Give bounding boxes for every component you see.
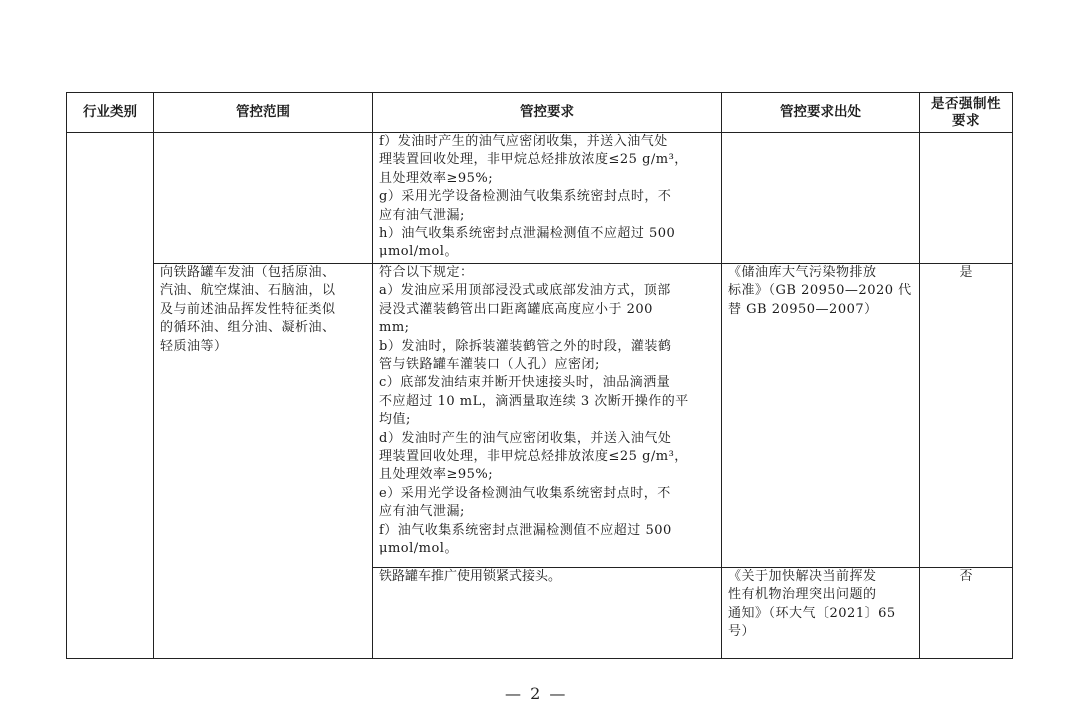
requirement-line: f）发油时产生的油气应密闭收集，并送入油气处 [379,134,668,149]
source-cell [722,568,920,659]
requirement-line: 且处理效率≥95%; [379,467,494,483]
requirement-line: 理装置回收处理，非甲烷总烃排放浓度≤25 g/m³， [379,152,688,168]
source-line: 《关于加快解决当前挥发 [728,569,877,584]
requirement-line: μmol/mol。 [379,541,458,557]
requirement-line: mm; [379,320,410,336]
requirement-line: f）油气收集系统密封点泄漏检测值不应超过 500 [379,522,672,538]
requirement-line: b）发油时，除拆装灌装鹤管之外的时段，灌装鹤 [379,338,672,354]
requirement-cell: 铁路罐车推广使用锁紧式接头。 [373,568,722,659]
requirement-line: e）采用光学设备检测油气收集系统密封点时，不 [379,485,671,501]
mandatory-cell: 是 [920,264,1013,568]
table-header-row [67,93,1013,133]
requirement-cell [373,133,722,264]
requirement-line: d）发油时产生的油气应密闭收集，并送入油气处 [379,430,672,446]
requirement-line: c）底部发油结束并断开快速接头时，油品滴洒量 [379,375,671,391]
header-industry-category: 行业类别 [67,93,154,133]
source-line: 《储油库大气污染物排放 [728,265,877,280]
header-mandatory-line1: 是否强制性 [931,95,1001,112]
requirement-line: h）油气收集系统密封点泄漏检测值不应超过 500 [379,226,676,242]
scope-line: 汽油、航空煤油、石脑油，以 [160,283,336,299]
requirement-cell [373,264,722,568]
header-mandatory [920,93,1013,133]
source-cell-empty [722,133,920,264]
requirement-line: g）采用光学设备检测油气收集系统密封点时，不 [379,189,672,205]
scope-line: 轻质油等） [160,338,228,354]
scope-line: 的循环油、组分油、凝析油、 [160,320,336,336]
header-requirement-source: 管控要求出处 [722,93,920,133]
mandatory-cell-empty [920,133,1013,264]
table-row [67,264,1013,568]
requirement-line: 不应超过 10 mL，滴洒量取连续 3 次断开操作的平 [379,393,689,409]
source-line: 性有机物治理突出问题的 [728,587,877,603]
header-mandatory-line2: 要求 [952,112,980,129]
source-cell [722,264,920,568]
mandatory-cell: 否 [920,568,1013,659]
requirement-line: 管与铁路罐车灌装口（人孔）应密闭; [379,357,600,373]
scope-line: 向铁路罐车发油（包括原油、 [160,265,336,280]
table-row [67,133,1013,264]
source-line: 替 GB 20950—2007） [728,301,878,317]
requirement-line: 且处理效率≥95%; [379,170,494,186]
requirement-line: 浸没式灌装鹤管出口距离罐底高度应小于 200 [379,301,653,317]
requirement-line: μmol/mol。 [379,244,458,260]
requirement-line: 理装置回收处理，非甲烷总烃排放浓度≤25 g/m³， [379,449,688,465]
industry-category-cell [67,133,154,659]
scope-line: 及与前述油品挥发性特征类似 [160,301,336,317]
header-control-requirement: 管控要求 [373,93,722,133]
scope-cell-empty [154,133,373,264]
requirement-line: 应有油气泄漏; [379,504,465,520]
requirement-line: 符合以下规定： [379,265,474,280]
source-line: 号） [728,624,756,640]
header-control-scope: 管控范围 [154,93,373,133]
requirement-line: 均值; [379,412,411,428]
source-line: 通知》（环大气〔2021〕65 [728,605,896,621]
requirement-line: a）发油应采用顶部浸没式或底部发油方式，顶部 [379,283,671,299]
regulation-table [66,92,1013,659]
scope-cell [154,264,373,659]
source-line: 标准》（GB 20950—2020 代 [728,283,912,299]
page-number: — 2 — [505,684,568,703]
requirement-line: 应有油气泄漏; [379,207,465,223]
